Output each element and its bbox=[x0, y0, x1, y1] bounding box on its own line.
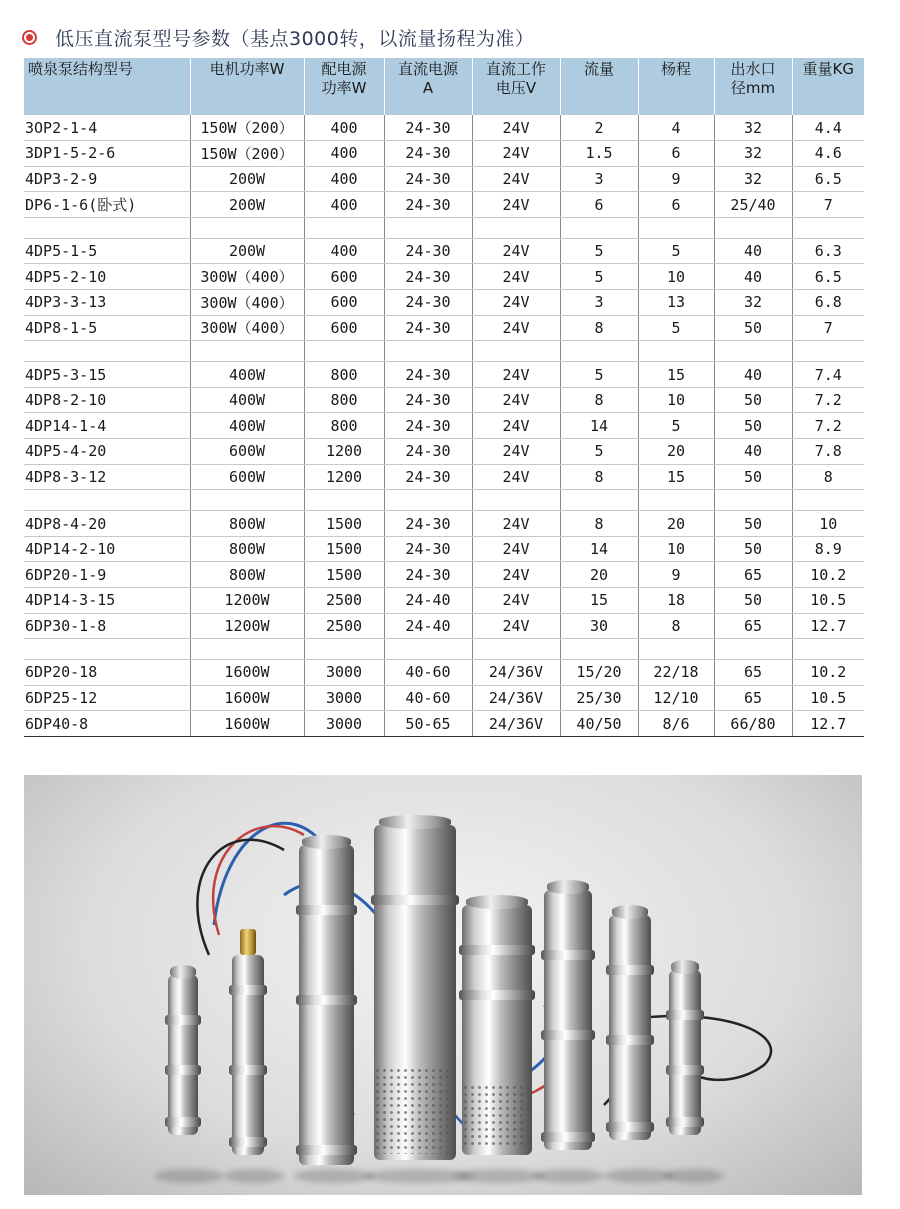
model-cell: 6DP25-12 bbox=[24, 685, 190, 711]
table-cell: 15 bbox=[638, 464, 714, 490]
column-header-text: 重量KG bbox=[802, 60, 854, 78]
table-cell: 24/36V bbox=[472, 660, 560, 686]
empty-cell bbox=[304, 341, 384, 362]
model-cell: 3OP2-1-4 bbox=[24, 115, 190, 141]
table-cell: 1200 bbox=[304, 464, 384, 490]
group-spacer-row bbox=[24, 639, 864, 660]
table-cell: 7 bbox=[792, 192, 864, 218]
table-cell: 200W bbox=[190, 238, 304, 264]
table-cell: 24-40 bbox=[384, 588, 472, 614]
table-cell: 7.2 bbox=[792, 387, 864, 413]
table-cell: 3000 bbox=[304, 660, 384, 686]
table-cell: 8/6 bbox=[638, 711, 714, 737]
table-cell: 24-30 bbox=[384, 562, 472, 588]
model-cell: 6DP20-1-9 bbox=[24, 562, 190, 588]
model-cell: 6DP30-1-8 bbox=[24, 613, 190, 639]
table-row bbox=[24, 711, 864, 737]
column-header-text: 直流工作 bbox=[485, 60, 546, 78]
table-cell: 1500 bbox=[304, 511, 384, 537]
table-row bbox=[24, 141, 864, 167]
table-cell: 8 bbox=[560, 387, 638, 413]
table-cell: 24-30 bbox=[384, 387, 472, 413]
table-cell: 9 bbox=[638, 562, 714, 588]
model-cell: 4DP3-2-9 bbox=[24, 166, 190, 192]
table-cell: 200W bbox=[190, 166, 304, 192]
empty-cell bbox=[190, 341, 304, 362]
pump-small-right bbox=[669, 970, 701, 1135]
table-row bbox=[24, 588, 864, 614]
column-header-text: 喷泉泵结构型号 bbox=[28, 60, 134, 78]
table-cell: 24V bbox=[472, 464, 560, 490]
table-cell: 50 bbox=[714, 413, 792, 439]
table-cell: 32 bbox=[714, 290, 792, 316]
column-header bbox=[472, 58, 560, 115]
empty-cell bbox=[384, 217, 472, 238]
group-spacer-row bbox=[24, 490, 864, 511]
model-cell: 4DP14-3-15 bbox=[24, 588, 190, 614]
table-cell: 24-40 bbox=[384, 613, 472, 639]
column-header bbox=[714, 58, 792, 115]
pump-spec-table bbox=[24, 58, 864, 737]
table-cell: 4.6 bbox=[792, 141, 864, 167]
table-cell: 6 bbox=[638, 192, 714, 218]
table-cell: 40-60 bbox=[384, 660, 472, 686]
table-row bbox=[24, 315, 864, 341]
table-cell: 600 bbox=[304, 315, 384, 341]
pump-large-mesh bbox=[374, 825, 456, 1160]
column-header bbox=[560, 58, 638, 115]
empty-cell bbox=[304, 639, 384, 660]
column-header-text: 直流电源 bbox=[397, 60, 458, 78]
table-cell: 9 bbox=[638, 166, 714, 192]
table-cell: 24-30 bbox=[384, 141, 472, 167]
empty-cell bbox=[560, 217, 638, 238]
model-cell: 4DP5-1-5 bbox=[24, 238, 190, 264]
table-cell: 24-30 bbox=[384, 464, 472, 490]
table-body bbox=[24, 115, 864, 736]
table-cell: 40 bbox=[714, 362, 792, 388]
column-header bbox=[24, 58, 190, 115]
table-cell: 5 bbox=[560, 439, 638, 465]
table-cell: 4 bbox=[638, 115, 714, 141]
table-cell: 600 bbox=[304, 264, 384, 290]
table-cell: 65 bbox=[714, 660, 792, 686]
empty-cell bbox=[304, 217, 384, 238]
table-cell: 10 bbox=[638, 264, 714, 290]
empty-cell bbox=[384, 490, 472, 511]
table-cell: 24V bbox=[472, 536, 560, 562]
model-cell: 4DP5-4-20 bbox=[24, 439, 190, 465]
empty-cell bbox=[560, 490, 638, 511]
table-cell: 150W（200） bbox=[190, 115, 304, 141]
table-cell: 15 bbox=[560, 588, 638, 614]
table-cell: 12.7 bbox=[792, 613, 864, 639]
table-cell: 5 bbox=[638, 413, 714, 439]
table-cell: 800W bbox=[190, 536, 304, 562]
model-cell: 4DP14-2-10 bbox=[24, 536, 190, 562]
table-row bbox=[24, 413, 864, 439]
table-cell: 1200 bbox=[304, 439, 384, 465]
table-cell: 24V bbox=[472, 439, 560, 465]
table-cell: 32 bbox=[714, 141, 792, 167]
empty-cell bbox=[472, 217, 560, 238]
pump-mesh-center bbox=[462, 905, 532, 1155]
table-row bbox=[24, 464, 864, 490]
column-header-text: 流量 bbox=[583, 60, 614, 78]
table-cell: 24V bbox=[472, 511, 560, 537]
table-cell: 20 bbox=[638, 511, 714, 537]
pump-right bbox=[609, 915, 651, 1140]
table-row bbox=[24, 362, 864, 388]
column-header-text: A bbox=[422, 79, 434, 97]
table-cell: 24V bbox=[472, 387, 560, 413]
table-cell: 50 bbox=[714, 511, 792, 537]
table-header-row bbox=[24, 58, 864, 115]
table-cell: 24V bbox=[472, 413, 560, 439]
table-cell: 24V bbox=[472, 192, 560, 218]
empty-cell bbox=[190, 490, 304, 511]
table-cell: 2500 bbox=[304, 588, 384, 614]
table-cell: 15/20 bbox=[560, 660, 638, 686]
table-cell: 5 bbox=[638, 315, 714, 341]
table-cell: 3 bbox=[560, 166, 638, 192]
table-cell: 5 bbox=[560, 362, 638, 388]
table-cell: 24-30 bbox=[384, 166, 472, 192]
table-cell: 200W bbox=[190, 192, 304, 218]
table-cell: 24-30 bbox=[384, 290, 472, 316]
table-cell: 800W bbox=[190, 562, 304, 588]
model-cell: 4DP8-1-5 bbox=[24, 315, 190, 341]
table-cell: 3000 bbox=[304, 711, 384, 737]
model-cell: 4DP8-3-12 bbox=[24, 464, 190, 490]
table-cell: 8 bbox=[560, 464, 638, 490]
table-cell: 24-30 bbox=[384, 413, 472, 439]
empty-cell bbox=[638, 217, 714, 238]
table-cell: 20 bbox=[560, 562, 638, 588]
table-cell: 24/36V bbox=[472, 685, 560, 711]
pump-tall-left bbox=[299, 845, 354, 1165]
table-cell: 6.8 bbox=[792, 290, 864, 316]
table-row bbox=[24, 613, 864, 639]
empty-cell bbox=[638, 341, 714, 362]
table-cell: 24V bbox=[472, 166, 560, 192]
empty-cell bbox=[24, 490, 190, 511]
model-cell: 6DP40-8 bbox=[24, 711, 190, 737]
empty-cell bbox=[560, 341, 638, 362]
table-cell: 50 bbox=[714, 536, 792, 562]
table-cell: 50 bbox=[714, 464, 792, 490]
column-header bbox=[638, 58, 714, 115]
table-cell: 6.5 bbox=[792, 166, 864, 192]
table-cell: 1600W bbox=[190, 685, 304, 711]
table-cell: 1200W bbox=[190, 588, 304, 614]
table-cell: 300W（400） bbox=[190, 290, 304, 316]
table-cell: 7.8 bbox=[792, 439, 864, 465]
table-cell: 12.7 bbox=[792, 711, 864, 737]
table-row bbox=[24, 387, 864, 413]
column-header-text: 功率W bbox=[321, 79, 367, 97]
empty-cell bbox=[560, 639, 638, 660]
table-cell: 6 bbox=[638, 141, 714, 167]
table-cell: 600W bbox=[190, 464, 304, 490]
table-cell: 8 bbox=[792, 464, 864, 490]
table-cell: 24/36V bbox=[472, 711, 560, 737]
table-cell: 5 bbox=[560, 238, 638, 264]
table-cell: 66/80 bbox=[714, 711, 792, 737]
model-cell: 4DP5-3-15 bbox=[24, 362, 190, 388]
table-cell: 50 bbox=[714, 387, 792, 413]
model-cell: DP6-1-6(卧式) bbox=[24, 192, 190, 218]
column-header-text: 出水口 bbox=[730, 60, 776, 78]
table-cell: 24-30 bbox=[384, 536, 472, 562]
table-row bbox=[24, 166, 864, 192]
table-cell: 12/10 bbox=[638, 685, 714, 711]
table-cell: 15 bbox=[638, 362, 714, 388]
table-cell: 20 bbox=[638, 439, 714, 465]
table-cell: 10 bbox=[638, 387, 714, 413]
table-cell: 10.2 bbox=[792, 660, 864, 686]
column-header-text: 电机功率W bbox=[209, 60, 285, 78]
table-cell: 2 bbox=[560, 115, 638, 141]
table-cell: 24V bbox=[472, 588, 560, 614]
title-row bbox=[22, 22, 534, 52]
table-cell: 10.5 bbox=[792, 685, 864, 711]
table-row bbox=[24, 115, 864, 141]
table-cell: 400 bbox=[304, 238, 384, 264]
table-cell: 24V bbox=[472, 238, 560, 264]
model-cell: 4DP3-3-13 bbox=[24, 290, 190, 316]
empty-cell bbox=[792, 490, 864, 511]
table-cell: 65 bbox=[714, 685, 792, 711]
table-row bbox=[24, 192, 864, 218]
table-cell: 24V bbox=[472, 141, 560, 167]
table-cell: 1600W bbox=[190, 660, 304, 686]
model-cell: 6DP20-18 bbox=[24, 660, 190, 686]
table-cell: 14 bbox=[560, 413, 638, 439]
table-cell: 24V bbox=[472, 290, 560, 316]
table-cell: 3 bbox=[560, 290, 638, 316]
empty-cell bbox=[638, 639, 714, 660]
column-header bbox=[190, 58, 304, 115]
table-cell: 40 bbox=[714, 238, 792, 264]
table-cell: 50 bbox=[714, 315, 792, 341]
column-header-text: 电压V bbox=[495, 79, 537, 97]
table-row bbox=[24, 238, 864, 264]
table-cell: 400W bbox=[190, 362, 304, 388]
table-cell: 6.5 bbox=[792, 264, 864, 290]
table-cell: 5 bbox=[560, 264, 638, 290]
table-cell: 150W（200） bbox=[190, 141, 304, 167]
empty-cell bbox=[472, 341, 560, 362]
table-row bbox=[24, 660, 864, 686]
table-row bbox=[24, 439, 864, 465]
table-row bbox=[24, 562, 864, 588]
table-cell: 600W bbox=[190, 439, 304, 465]
table-cell: 24V bbox=[472, 315, 560, 341]
table-cell: 24-30 bbox=[384, 511, 472, 537]
empty-cell bbox=[472, 490, 560, 511]
table-row bbox=[24, 290, 864, 316]
table-cell: 2500 bbox=[304, 613, 384, 639]
table-cell: 10 bbox=[638, 536, 714, 562]
column-header bbox=[792, 58, 864, 115]
table-cell: 24V bbox=[472, 362, 560, 388]
table-cell: 24V bbox=[472, 613, 560, 639]
model-cell: 4DP8-2-10 bbox=[24, 387, 190, 413]
table-cell: 8 bbox=[560, 315, 638, 341]
table-cell: 32 bbox=[714, 115, 792, 141]
table-cell: 800 bbox=[304, 413, 384, 439]
table-cell: 24-30 bbox=[384, 238, 472, 264]
table-cell: 24-30 bbox=[384, 362, 472, 388]
column-header-text: 配电源 bbox=[321, 60, 367, 78]
table-cell: 300W（400） bbox=[190, 264, 304, 290]
page-title: 低压直流泵型号参数（基点3000转，以流量扬程为准） bbox=[55, 27, 535, 50]
table-cell: 1600W bbox=[190, 711, 304, 737]
empty-cell bbox=[714, 639, 792, 660]
column-header-text: 杨程 bbox=[660, 60, 691, 78]
table-cell: 400 bbox=[304, 141, 384, 167]
table-cell: 10.5 bbox=[792, 588, 864, 614]
table-cell: 65 bbox=[714, 613, 792, 639]
empty-cell bbox=[384, 639, 472, 660]
table-cell: 65 bbox=[714, 562, 792, 588]
empty-cell bbox=[24, 639, 190, 660]
table-cell: 1200W bbox=[190, 613, 304, 639]
table-cell: 800 bbox=[304, 362, 384, 388]
table-cell: 40 bbox=[714, 264, 792, 290]
table-cell: 1500 bbox=[304, 562, 384, 588]
table-cell: 4.4 bbox=[792, 115, 864, 141]
pump-brass-top bbox=[232, 955, 264, 1155]
table-row bbox=[24, 685, 864, 711]
empty-cell bbox=[714, 217, 792, 238]
table-cell: 400W bbox=[190, 413, 304, 439]
table-cell: 300W（400） bbox=[190, 315, 304, 341]
empty-cell bbox=[384, 341, 472, 362]
table-cell: 22/18 bbox=[638, 660, 714, 686]
group-spacer-row bbox=[24, 217, 864, 238]
table-cell: 8.9 bbox=[792, 536, 864, 562]
pump-center-right bbox=[544, 890, 592, 1150]
table-cell: 24V bbox=[472, 562, 560, 588]
empty-cell bbox=[190, 217, 304, 238]
model-cell: 3DP1-5-2-6 bbox=[24, 141, 190, 167]
empty-cell bbox=[638, 490, 714, 511]
empty-cell bbox=[792, 639, 864, 660]
table-cell: 6 bbox=[560, 192, 638, 218]
table-cell: 25/30 bbox=[560, 685, 638, 711]
table-cell: 30 bbox=[560, 613, 638, 639]
empty-cell bbox=[714, 490, 792, 511]
table-cell: 24-30 bbox=[384, 115, 472, 141]
table-cell: 50-65 bbox=[384, 711, 472, 737]
table-cell: 40 bbox=[714, 439, 792, 465]
table-cell: 400 bbox=[304, 166, 384, 192]
table-cell: 5 bbox=[638, 238, 714, 264]
empty-cell bbox=[24, 217, 190, 238]
table-cell: 18 bbox=[638, 588, 714, 614]
table-row bbox=[24, 264, 864, 290]
table-cell: 1500 bbox=[304, 536, 384, 562]
table-cell: 13 bbox=[638, 290, 714, 316]
table-cell: 800W bbox=[190, 511, 304, 537]
table-cell: 32 bbox=[714, 166, 792, 192]
column-header bbox=[304, 58, 384, 115]
table-cell: 50 bbox=[714, 588, 792, 614]
table-cell: 400W bbox=[190, 387, 304, 413]
table-cell: 400 bbox=[304, 115, 384, 141]
pump-product-photo bbox=[24, 775, 862, 1195]
column-header bbox=[384, 58, 472, 115]
table-cell: 8 bbox=[638, 613, 714, 639]
table-cell: 8 bbox=[560, 511, 638, 537]
empty-cell bbox=[304, 490, 384, 511]
table-cell: 24-30 bbox=[384, 192, 472, 218]
table-row bbox=[24, 536, 864, 562]
empty-cell bbox=[24, 341, 190, 362]
table-cell: 7.2 bbox=[792, 413, 864, 439]
table-cell: 10 bbox=[792, 511, 864, 537]
table-cell: 800 bbox=[304, 387, 384, 413]
model-cell: 4DP14-1-4 bbox=[24, 413, 190, 439]
red-circle-bullet-icon bbox=[22, 30, 37, 45]
table-cell: 24-30 bbox=[384, 264, 472, 290]
empty-cell bbox=[714, 341, 792, 362]
table-cell: 3000 bbox=[304, 685, 384, 711]
table-cell: 7.4 bbox=[792, 362, 864, 388]
empty-cell bbox=[792, 341, 864, 362]
table-cell: 24V bbox=[472, 264, 560, 290]
empty-cell bbox=[792, 217, 864, 238]
column-header-text: 径mm bbox=[730, 79, 776, 97]
table-cell: 40-60 bbox=[384, 685, 472, 711]
table-cell: 7 bbox=[792, 315, 864, 341]
table-cell: 24-30 bbox=[384, 439, 472, 465]
model-cell: 4DP5-2-10 bbox=[24, 264, 190, 290]
empty-cell bbox=[190, 639, 304, 660]
empty-cell bbox=[472, 639, 560, 660]
pump-small-left bbox=[168, 975, 198, 1135]
table-cell: 1.5 bbox=[560, 141, 638, 167]
group-spacer-row bbox=[24, 341, 864, 362]
table-cell: 25/40 bbox=[714, 192, 792, 218]
table-cell: 24V bbox=[472, 115, 560, 141]
table-cell: 6.3 bbox=[792, 238, 864, 264]
model-cell: 4DP8-4-20 bbox=[24, 511, 190, 537]
table-cell: 600 bbox=[304, 290, 384, 316]
table-row bbox=[24, 511, 864, 537]
table-cell: 10.2 bbox=[792, 562, 864, 588]
table-cell: 24-30 bbox=[384, 315, 472, 341]
table-cell: 400 bbox=[304, 192, 384, 218]
table-cell: 14 bbox=[560, 536, 638, 562]
table-cell: 40/50 bbox=[560, 711, 638, 737]
